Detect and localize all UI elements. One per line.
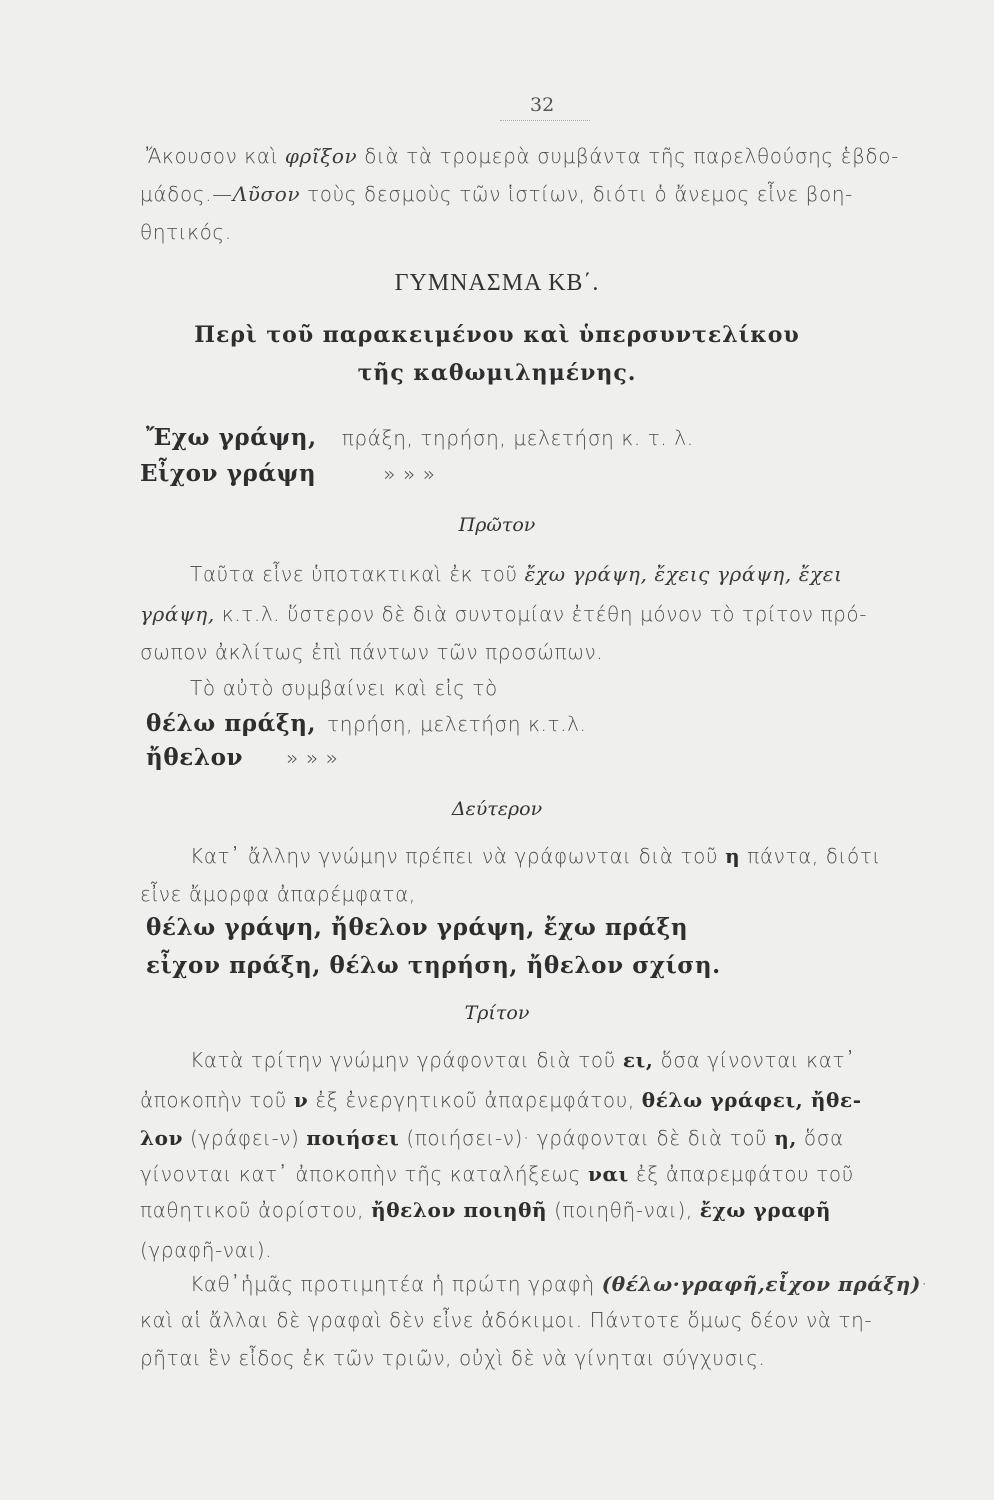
section2-line-4: εἶχον πράξη, θέλω τηρήση, ἤθελον σχίση. — [146, 952, 721, 979]
example-thin: » » » — [383, 462, 436, 486]
section1-line-4: Τὸ αὐτὸ συμβαίνει καὶ εἰς τὸ — [190, 676, 498, 700]
section1-text: » » » — [286, 746, 339, 770]
section3-line-4 — [140, 1160, 854, 1188]
section3-text: ὅσα — [796, 1126, 844, 1150]
section3-line-7 — [190, 1270, 928, 1298]
exercise-title: ΓΥΜΝΑΣΜΑ ΚΒ΄. — [394, 270, 600, 296]
section3-line-2 — [140, 1086, 862, 1114]
section3-line-9: ρῆται ἓν εἶδος ἐκ τῶν τριῶν, οὐχὶ δὲ νὰ γίνηται σύγχυσις. — [140, 1346, 766, 1370]
intro-line-2 — [140, 180, 853, 208]
example-thin: πράξη, τηρήση, μελετήση κ. τ. λ. — [341, 426, 694, 450]
example-row-1 — [146, 424, 694, 452]
section3-line-3 — [140, 1124, 844, 1152]
section3-line-8: καὶ αἱ ἄλλαι δὲ γραφαὶ δὲν εἶνε ἀδόκιμοι. Πάντοτε ὅμως δέον νὰ τη- — [140, 1308, 873, 1332]
section2-text: Κατ᾽ ἄλλην γνώμην πρέπει νὰ γράφωνται διὰ τοῦ — [190, 844, 726, 868]
intro-emphasis: Λῦσον — [232, 182, 301, 206]
section3-text: (ποιήσει-ν)· γράφονται δὲ διὰ τοῦ — [399, 1126, 775, 1150]
page-number: 32 — [530, 94, 555, 116]
section3-text: γίνονται κατ᾽ ἀποκοπὴν τῆς καταλήξεως — [140, 1162, 588, 1186]
section3-text: (ποιηθῆ-ναι), — [547, 1198, 700, 1222]
section3-line-5 — [140, 1196, 831, 1224]
section1-line-6 — [146, 744, 338, 772]
section3-bold: ἔχω γραφῆ — [699, 1198, 832, 1222]
section2-bold: η — [725, 844, 741, 868]
intro-text: τοὺς δεσμοὺς τῶν ἱστίων, διότι ὁ ἄνεμος εἶνε βοη- — [300, 182, 853, 206]
section3-bold: ν — [293, 1088, 309, 1112]
section1-line-1 — [190, 560, 843, 588]
section1-bold: θέλω πράξη, — [146, 710, 317, 737]
section1-line-2 — [140, 600, 867, 628]
section3-text: ἀποκοπὴν τοῦ — [140, 1088, 294, 1112]
section3-text: · — [920, 1272, 928, 1296]
section3-line-1 — [190, 1046, 856, 1074]
intro-text: μάδος.— — [140, 182, 233, 206]
subtitle-line-2: τῆς καθωμιλημένης. — [357, 360, 637, 386]
section1-text: τηρήση, μελετήση κ.τ.λ. — [327, 712, 587, 736]
section3-text: ἐξ ἐνεργητικοῦ ἀπαρεμφάτου, — [308, 1088, 642, 1112]
section3-bold: η, — [774, 1126, 797, 1150]
intro-text: Ἄκουσον καὶ — [146, 144, 285, 168]
section3-text: Καθ᾽ἡμᾶς προτιμητέα ἡ πρώτη γραφὴ — [190, 1272, 602, 1296]
section2-line-1 — [190, 842, 881, 870]
section3-text: ὅσα γίνονται κατ᾽ — [653, 1048, 856, 1072]
section1-bold: ἤθελον — [146, 744, 244, 771]
intro-emphasis: φρῖξον — [284, 144, 358, 168]
intro-line-1 — [146, 142, 899, 170]
example-bold: Εἶχον γράψη — [140, 460, 317, 487]
section1-line-3: σωπον ἀκλίτως ἐπὶ πάντων τῶν προσώπων. — [140, 640, 604, 664]
section3-bold: ναι — [587, 1162, 629, 1186]
section3-bold: ει, — [622, 1048, 654, 1072]
section1-line-5 — [146, 710, 587, 738]
section1-emphasis: γράψη, — [140, 602, 215, 626]
intro-text: διὰ τὰ τρομερὰ συμβάντα τῆς παρελθούσης ἑβδο- — [357, 144, 899, 168]
page-number-rule — [500, 120, 590, 121]
section3-bold: θέλω γράφει, ἤθε- — [641, 1088, 862, 1112]
example-bold: Ἔχω γράψη, — [146, 424, 317, 451]
section1-emphasis: ἔχω γράψη, ἔχεις γράψη, ἔχει — [524, 562, 843, 586]
example-row-2 — [140, 460, 436, 488]
section1-text: Ταῦτα εἶνε ὑποτακτικαὶ ἐκ τοῦ — [190, 562, 525, 586]
section-title-first: Πρῶτον — [458, 514, 536, 536]
section2-line-3: θέλω γράψη, ἤθελον γράψη, ἔχω πράξη — [146, 914, 689, 941]
section3-bold: ἤθελον ποιηθῆ — [371, 1198, 548, 1222]
section3-text: Κατὰ τρίτην γνώμην γράφονται διὰ τοῦ — [190, 1048, 623, 1072]
intro-line-3: θητικός. — [140, 220, 232, 244]
section1-text: κ.τ.λ. ὕστερον δὲ διὰ συντομίαν ἐτέθη μόνον τὸ τρίτον πρό- — [214, 602, 868, 626]
section3-text: παθητικοῦ ἀορίστου, — [140, 1198, 372, 1222]
section2-text: πάντα, διότι — [740, 844, 881, 868]
section3-line-6: (γραφῆ-ναι). — [140, 1238, 273, 1262]
subtitle-line-1: Περὶ τοῦ παρακειμένου καὶ ὑπερσυντελίκου — [194, 322, 800, 348]
section3-text: ἐξ ἀπαρεμφάτου τοῦ — [628, 1162, 854, 1186]
section3-text: (γράφει-ν) — [183, 1126, 307, 1150]
section3-emphasis: (θέλω·γραφῆ,εἶχον πράξη) — [601, 1272, 921, 1296]
section3-bold: λον — [140, 1126, 184, 1150]
section-title-third: Τρίτον — [464, 1002, 530, 1024]
section2-line-2: εἶνε ἄμορφα ἀπαρέμφατα, — [140, 882, 416, 906]
section-title-second: Δεύτερον — [451, 798, 543, 820]
section3-bold: ποιήσει — [306, 1126, 400, 1150]
